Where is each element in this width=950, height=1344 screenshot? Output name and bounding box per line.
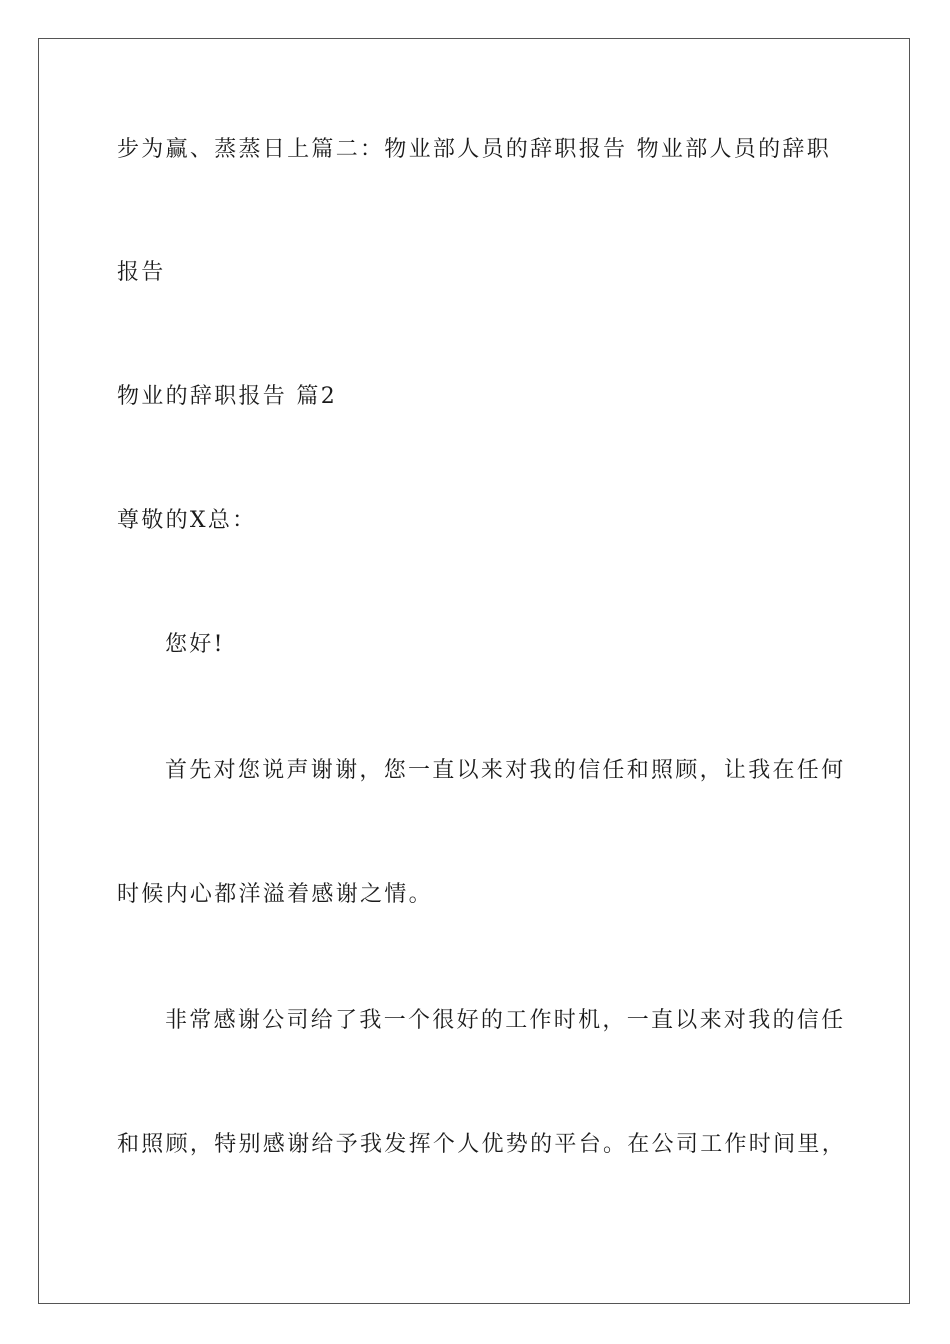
salutation: 尊敬的X总：	[117, 508, 257, 533]
greeting: 您好!	[165, 632, 225, 657]
paragraph-1-line-1: 首先对您说声谢谢，您一直以来对我的信任和照顾，让我在任何	[165, 758, 846, 783]
paragraph-1-line-2: 时候内心都洋溢着感谢之情。	[117, 882, 433, 907]
text-line-1: 步为赢、蒸蒸日上篇二：物业部人员的辞职报告 物业部人员的辞职	[117, 137, 831, 162]
paragraph-2-line-2: 和照顾，特别感谢给予我发挥个人优势的平台。在公司工作时间里，	[117, 1132, 847, 1157]
section-heading: 物业的辞职报告 篇2	[117, 384, 337, 409]
text-line-2: 报告	[117, 260, 166, 285]
page-border	[38, 38, 910, 1304]
paragraph-2-line-1: 非常感谢公司给了我一个很好的工作时机，一直以来对我的信任	[165, 1008, 846, 1033]
